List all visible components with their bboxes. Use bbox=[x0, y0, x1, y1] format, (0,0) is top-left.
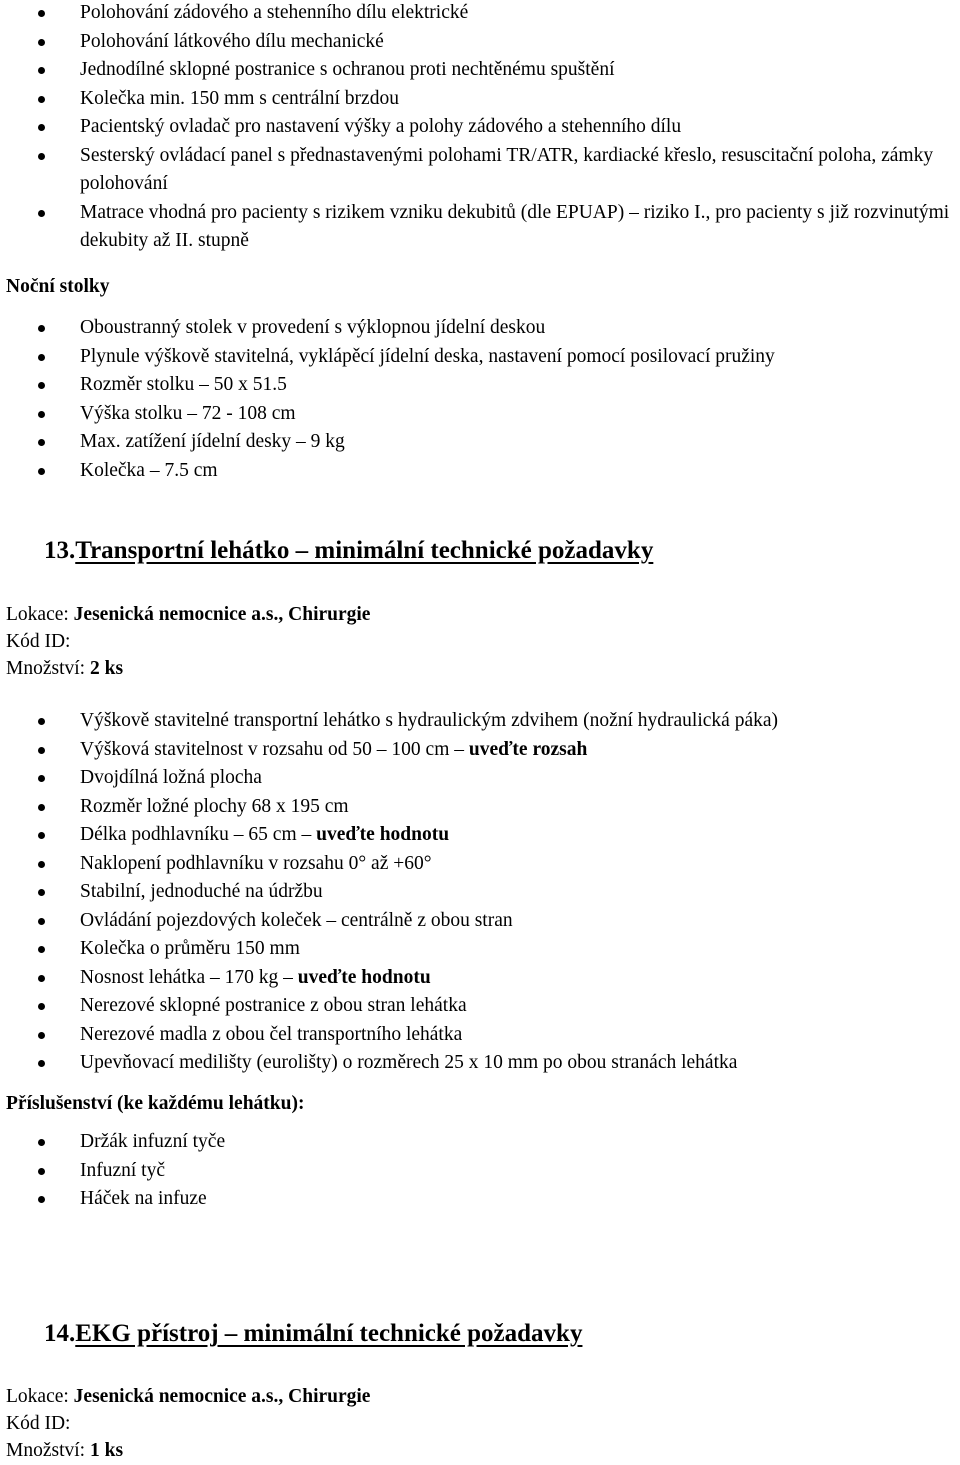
section-13-heading bbox=[44, 537, 653, 565]
list-item bbox=[0, 1021, 960, 1050]
lokace-label: Lokace: bbox=[6, 604, 74, 625]
bullet-icon bbox=[38, 67, 45, 74]
list-item bbox=[0, 400, 960, 429]
list-item-text: Polohování zádového a stehenního dílu elektrické bbox=[80, 2, 469, 23]
mnozstvi-label: Množství: bbox=[6, 1440, 90, 1461]
bullet-icon bbox=[38, 1060, 45, 1067]
section-14-lokace bbox=[6, 1383, 370, 1411]
list-item-text: Nerezové madla z obou čel transportního lehátka bbox=[80, 1023, 463, 1045]
bullet-icon bbox=[38, 975, 45, 982]
list-item-text: Kolečka o průměru 150 mm bbox=[80, 938, 300, 959]
list-item-text: Nosnost lehátka – 170 kg – bbox=[80, 966, 298, 988]
list-item bbox=[0, 142, 960, 199]
accessories-list bbox=[0, 1128, 960, 1214]
bullet-icon bbox=[38, 210, 45, 217]
list-item-text: Jednodílné sklopné postranice s ochranou proti nechtěnému spuštění bbox=[80, 59, 615, 80]
list-item-text: Kolečka min. 150 mm s centrální brzdou bbox=[80, 87, 399, 109]
list-item bbox=[0, 85, 960, 114]
list-item bbox=[0, 878, 960, 907]
list-item bbox=[0, 964, 960, 993]
bullet-icon bbox=[38, 1032, 45, 1039]
list-item bbox=[0, 736, 960, 765]
list-item bbox=[0, 1049, 960, 1078]
bullet-icon bbox=[38, 39, 45, 46]
section-14-kod: Kód ID: bbox=[6, 1413, 71, 1434]
section-13-title: Transportní lehátko – minimální technické požadavky bbox=[75, 537, 654, 564]
list-item bbox=[0, 821, 960, 850]
mnozstvi-value: 1 ks bbox=[89, 1440, 124, 1461]
list-item bbox=[0, 935, 960, 964]
list-item bbox=[0, 707, 960, 736]
bullet-icon bbox=[38, 96, 45, 103]
list-item-text: Ovládání pojezdových koleček – centrálně z obou stran bbox=[80, 909, 513, 931]
bed-features-list bbox=[0, 0, 960, 256]
section-14-mnozstvi bbox=[6, 1437, 123, 1465]
lokace-value: Jesenická nemocnice a.s., Chirurgie bbox=[73, 604, 371, 625]
section-13-lokace bbox=[6, 601, 370, 629]
list-item-text: Délka podhlavníku – 65 cm – bbox=[80, 824, 317, 845]
lokace-value: Jesenická nemocnice a.s., Chirurgie bbox=[73, 1386, 371, 1407]
list-item-text: Dvojdílná ložná plocha bbox=[80, 767, 262, 788]
bullet-icon bbox=[38, 861, 45, 868]
list-item-text: Oboustranný stolek v provedení s výklopnou jídelní deskou bbox=[80, 317, 546, 338]
section-13-mnozstvi bbox=[6, 655, 123, 683]
bullet-icon bbox=[38, 153, 45, 160]
nocni-stolky-heading: Noční stolky bbox=[6, 276, 110, 297]
list-item-emphasis: uveďte hodnotu bbox=[297, 966, 431, 988]
list-item-text: Plynule výškově stavitelná, vyklápěcí jídelní deska, nastavení pomocí posilovací pružiny bbox=[80, 345, 775, 367]
list-item bbox=[0, 793, 960, 822]
stretcher-features-list bbox=[0, 707, 960, 1078]
list-item bbox=[0, 0, 960, 28]
list-item bbox=[0, 1157, 960, 1186]
bullet-icon bbox=[38, 124, 45, 131]
bullet-icon bbox=[38, 832, 45, 839]
mnozstvi-label: Množství: bbox=[6, 658, 90, 679]
section-13-kod: Kód ID: bbox=[6, 631, 71, 652]
mnozstvi-value: 2 ks bbox=[89, 658, 124, 679]
list-item-text: Háček na infuze bbox=[80, 1188, 207, 1209]
list-item-text: Polohování látkového dílu mechanické bbox=[80, 30, 384, 52]
list-item-text: Max. zatížení jídelní desky – 9 kg bbox=[80, 431, 345, 452]
bullet-icon bbox=[38, 747, 45, 754]
list-item bbox=[0, 371, 960, 400]
bullet-icon bbox=[38, 354, 45, 361]
bullet-icon bbox=[38, 775, 45, 782]
list-item bbox=[0, 1128, 960, 1157]
lokace-label: Lokace: bbox=[6, 1386, 74, 1407]
bullet-icon bbox=[38, 1139, 45, 1146]
list-item-text: Výšková stavitelnost v rozsahu od 50 – 100 cm – bbox=[80, 738, 469, 760]
bullet-icon bbox=[38, 1196, 45, 1203]
bullet-icon bbox=[38, 325, 45, 332]
list-item-text: Infuzní tyč bbox=[80, 1159, 166, 1181]
section-14-title: EKG přístroj – minimální technické požadavky bbox=[75, 1320, 583, 1347]
list-item-text: Nerezové sklopné postranice z obou stran lehátka bbox=[80, 995, 467, 1016]
bullet-icon bbox=[38, 1168, 45, 1175]
list-item-text: Výška stolku – 72 - 108 cm bbox=[80, 402, 296, 424]
list-item-text: Naklopení podhlavníku v rozsahu 0° až +60° bbox=[80, 852, 432, 874]
prislusenstvi-heading: Příslušenství (ke každému lehátku): bbox=[6, 1093, 305, 1114]
list-item-emphasis: uveďte hodnotu bbox=[316, 824, 450, 845]
bullet-icon bbox=[38, 439, 45, 446]
bullet-icon bbox=[38, 411, 45, 418]
list-item-text: Stabilní, jednoduché na údržbu bbox=[80, 881, 323, 902]
section-13-number: 13. bbox=[44, 537, 76, 564]
list-item bbox=[0, 199, 960, 256]
bullet-icon bbox=[38, 468, 45, 475]
list-item bbox=[0, 28, 960, 57]
list-item bbox=[0, 428, 960, 457]
list-item-text: Rozměr ložné plochy 68 x 195 cm bbox=[80, 795, 349, 817]
list-item-text: Rozměr stolku – 50 x 51.5 bbox=[80, 374, 287, 395]
list-item bbox=[0, 764, 960, 793]
night-table-list bbox=[0, 314, 960, 485]
list-item bbox=[0, 907, 960, 936]
list-item bbox=[0, 1185, 960, 1214]
bullet-icon bbox=[38, 718, 45, 725]
list-item-text: Výškově stavitelné transportní lehátko s hydraulickým zdvihem (nožní hydraulická páka) bbox=[80, 710, 779, 731]
list-item-text: Matrace vhodná pro pacienty s rizikem vzniku dekubitů (dle EPUAP) – riziko I., pro pacienty s již rozvinutými dekubity až II. stupně bbox=[80, 201, 950, 251]
bullet-icon bbox=[38, 804, 45, 811]
section-14-heading bbox=[44, 1320, 582, 1348]
bullet-icon bbox=[38, 889, 45, 896]
list-item-text: Kolečka – 7.5 cm bbox=[80, 459, 218, 481]
list-item bbox=[0, 343, 960, 372]
list-item bbox=[0, 56, 960, 85]
list-item-emphasis: uveďte rozsah bbox=[468, 738, 588, 760]
list-item bbox=[0, 113, 960, 142]
list-item bbox=[0, 992, 960, 1021]
list-item-text: Sesterský ovládací panel s přednastavenými polohami TR/ATR, kardiacké křeslo, resuscitační poloha, zámky polohování bbox=[80, 144, 934, 194]
list-item-text: Držák infuzní tyče bbox=[80, 1131, 226, 1152]
list-item-text: Upevňovací medilišty (eurolišty) o rozměrech 25 x 10 mm po obou stranách lehátka bbox=[80, 1052, 738, 1073]
section-14-number: 14. bbox=[44, 1320, 76, 1347]
bullet-icon bbox=[38, 1003, 45, 1010]
bullet-icon bbox=[38, 918, 45, 925]
list-item bbox=[0, 850, 960, 879]
bullet-icon bbox=[38, 946, 45, 953]
list-item-text: Pacientský ovladač pro nastavení výšky a polohy zádového a stehenního dílu bbox=[80, 116, 682, 137]
list-item bbox=[0, 314, 960, 343]
list-item bbox=[0, 457, 960, 486]
bullet-icon bbox=[38, 382, 45, 389]
bullet-icon bbox=[38, 10, 45, 17]
